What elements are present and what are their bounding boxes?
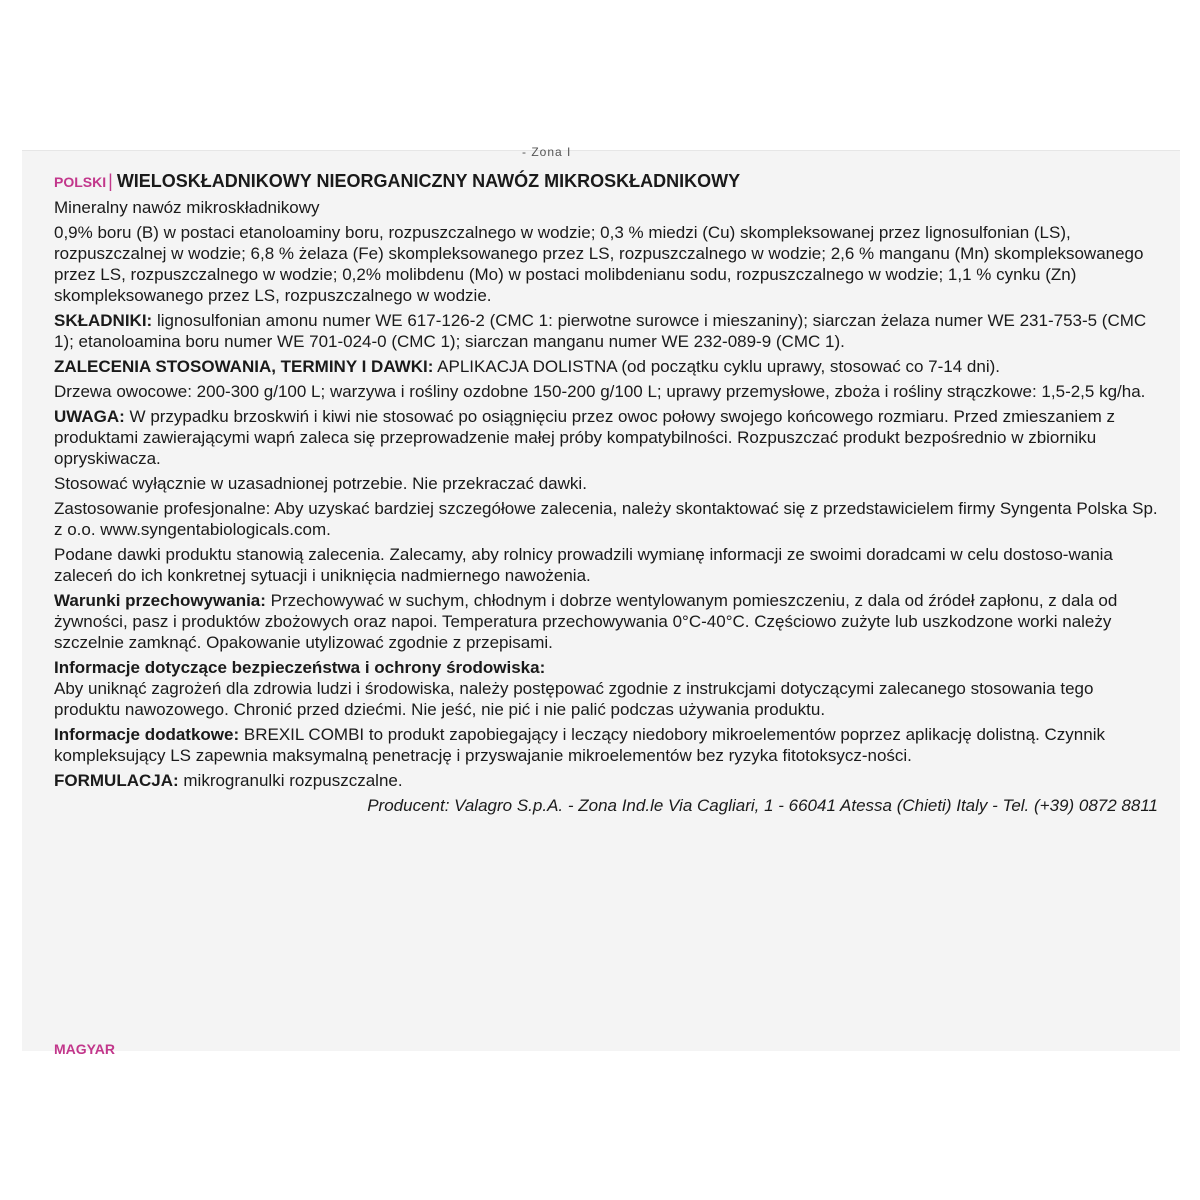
warning-text: W przypadku brzoskwiń i kiwi nie stosować po osiągnięciu przez owoc połowy swojego końcowego rozmiaru. Przed zmieszaniem z produktami zawierającymi wapń zaleca się przeprowadzenie małej próby kompatybilności. Rozpuszczać produkt bezpośrednio w zbiorniku opryskiwacza. — [54, 407, 1116, 468]
language-separator: | — [108, 171, 113, 191]
doses-text: Drzewa owocowe: 200-300 g/100 L; warzywa i rośliny ozdobne 150-200 g/100 L; uprawy przemysłowe, zboża i rośliny strączkowe: 1,5-2,5 kg/ha. — [54, 382, 1146, 401]
product-label — [22, 145, 1180, 1057]
storage-label: Warunki przechowywania: — [54, 591, 266, 610]
professional-use-text: Zastosowanie profesjonalne: Aby uzyskać bardziej szczegółowe zalecenia, należy skontaktować się z przedstawicielem firmy Syngenta Polska Sp. z o.o. www.syngentabiologicals.com. — [54, 499, 1158, 539]
usage-text: APLIKACJA DOLISTNA (od początku cyklu uprawy, stosować co 7-14 dni). — [433, 357, 1000, 376]
storage-section — [54, 590, 1164, 653]
cut-off-text: - Zona I — [522, 145, 572, 159]
product-subtitle: Mineralny nawóz mikroskładnikowy — [54, 198, 320, 217]
ingredients-text: lignosulfonian amonu numer WE 617-126-2 (CMC 1: pierwotne surowce i mieszaniny); siarczan żelaza numer WE 231-753-5 (CMC 1); etanoloamina boru numer WE 701-024-0 (CMC 1); siarczan manganu numer WE 232-089-9 (CMC 1). — [54, 311, 1147, 351]
usage-label: ZALECENIA STOSOWANIA, TERMINY I DAWKI: — [54, 357, 434, 376]
additional-info-label: Informacje dodatkowe: — [54, 725, 240, 744]
formulation-label: FORMULACJA: — [54, 771, 179, 790]
safety-section — [54, 657, 1164, 720]
necessity-text: Stosować wyłącznie w uzasadnionej potrzebie. Nie przekraczać dawki. — [54, 474, 587, 493]
composition-text: 0,9% boru (B) w postaci etanoloaminy boru, rozpuszczalnego w wodzie; 0,3 % miedzi (Cu) skompleksowanej przez lignosulfonian (LS), rozpuszczalnej w wodzie; 6,8 % żelaza (Fe) skompleksowanego przez LS, rozpuszczalnego w wodzie; 2,6 % manganu (Mn) skompleksowanego przez LS, rozpuszczalnego w wodzie; 0,2% molibdenu (Mo) w postaci molibdenianu sodu, rozpuszczalnego w wodzie; 1,1 % cynku (Zn) skompleksowanego przez LS, rozpuszczalnego w wodzie. — [54, 223, 1144, 305]
warning-section — [54, 406, 1164, 469]
warning-label: UWAGA: — [54, 407, 125, 426]
additional-info-text: BREXIL COMBI to produkt zapobiegający i leczący niedobory mikroelementów poprzez aplikację dolistną. Czynnik kompleksujący LS zapewnia maksymalną penetrację i przyswajanie mikroelementów bez ryzyka fitotoksycz-ności. — [54, 725, 1105, 765]
label-content — [54, 171, 1164, 816]
product-title: WIELOSKŁADNIKOWY NIEORGANICZNY NAWÓZ MIKROSKŁADNIKOWY — [116, 171, 741, 191]
label-heading — [54, 171, 1164, 193]
safety-label: Informacje dotyczące bezpieczeństwa i ochrony środowiska: — [54, 658, 546, 677]
additional-info-section — [54, 724, 1164, 766]
ingredients-section — [54, 310, 1164, 352]
producer-info: Producent: Valagro S.p.A. - Zona Ind.le Via Cagliari, 1 - 66041 Atessa (Chieti) Italy - Tel. (+39) 0872 8811 — [367, 796, 1158, 815]
storage-text: Przechowywać w suchym, chłodnym i dobrze wentylowanym pomieszczeniu, z dala od źródeł zapłonu, z dala od żywności, pasz i produktów zbożowych oraz napoi. Temperatura przechowywania 0°C-40°C. Częściowo zużyte lub uszkodzone worki należy szczelnie zamknąć. Opakowanie utylizować zgodnie z przepisami. — [54, 591, 1118, 652]
formulation-section — [54, 770, 1164, 791]
language-tag: POLSKI — [54, 174, 107, 190]
formulation-text: mikrogranulki rozpuszczalne. — [178, 771, 403, 790]
safety-text: Aby uniknąć zagrożeń dla zdrowia ludzi i środowiska, należy postępować zgodnie z instrukcjami dotyczącymi zalecanego stosowania tego produktu nawozowego. Chronić przed dziećmi. Nie jeść, nie pić i nie palić podczas używania produktu. — [54, 679, 1094, 719]
ingredients-label: SKŁADNIKI: — [54, 311, 153, 330]
usage-section — [54, 356, 1164, 377]
recommendation-text: Podane dawki produktu stanowią zalecenia. Zalecamy, aby rolnicy prowadzili wymianę informacji ze swoimi doradcami w celu dostoso-wania zaleceń do ich konkretnej sytuacji i uniknięcia nadmiernego nawożenia. — [54, 545, 1113, 585]
next-language-tag: MAGYAR — [54, 1041, 115, 1057]
